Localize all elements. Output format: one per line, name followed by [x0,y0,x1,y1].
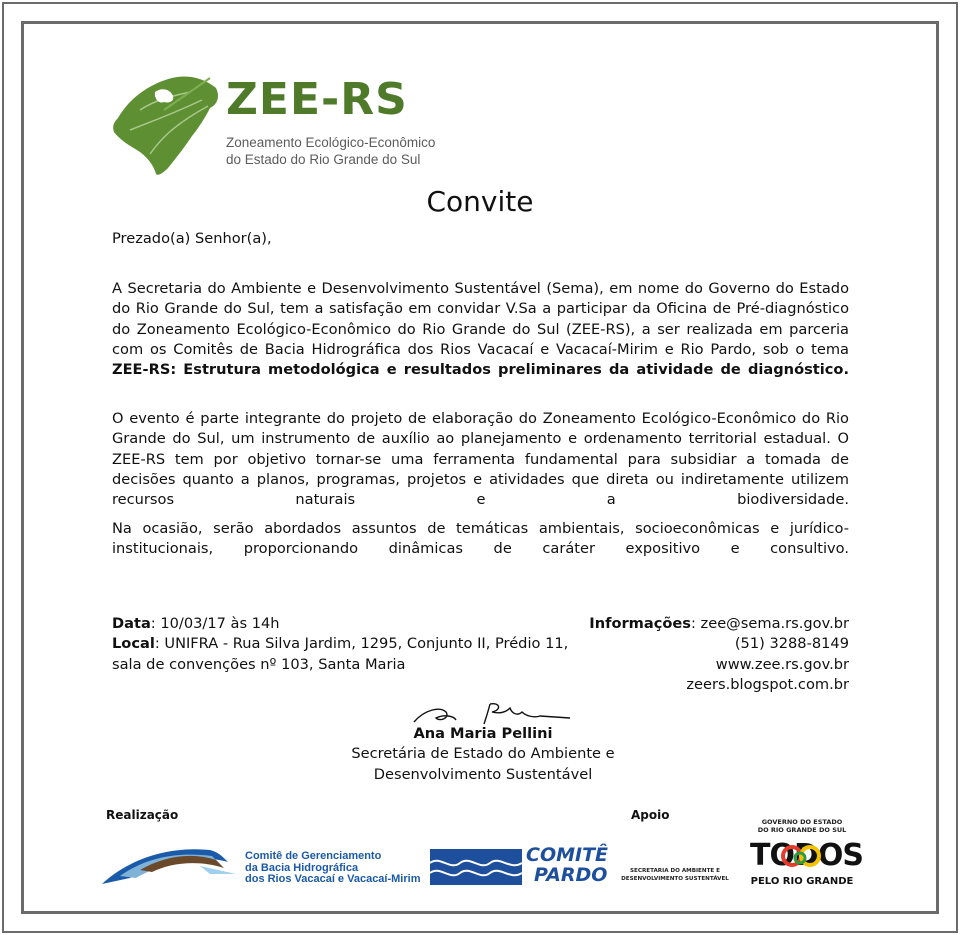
gov-line1: GOVERNO DO ESTADO [761,818,843,826]
pardo-word-comite: COMITÊ [526,844,609,866]
signatory-role-line2: Desenvolvimento Sustentável [373,765,593,783]
paragraph-topics: Na ocasião, serão abordados assuntos de temáticas ambientais, socioeconômicas e jurídico-institucionais, proporcionando dinâmicas de caráter expositivo e consultivo. [112,520,849,558]
zee-rs-logo [110,70,436,180]
signatory [0,724,960,785]
todos-logo [750,838,863,874]
logo-subtitle-line1: Zoneamento Ecológico-Econômico [226,135,436,150]
logo-subtitle-line2: do Estado do Rio Grande do Sul [226,152,421,167]
date-label: Data [112,615,151,632]
contact-phone: (51) 3288-8149 [734,635,849,653]
logo-title: ZEE-RS [226,74,408,125]
place-label: Local [112,635,155,653]
contact-details [549,614,849,695]
date-value: : 10/03/17 às 14h [150,615,280,632]
sema-line2: DESENVOLVIMENTO SUSTENTÁVEL [621,875,729,882]
contact-email: : zee@sema.rs.gov.br [691,615,849,632]
place-line2: sala de convenções nº 103, Santa Maria [112,655,406,673]
governo-text [748,818,856,834]
event-details [112,614,592,675]
greeting: Prezado(a) Senhor(a), [112,230,272,247]
place-value: : UNIFRA - Rua Silva Jardim, 1295, Conjunto II, Prédio 11, [154,635,569,653]
gov-line2: DO RIO GRANDE DO SUL [757,826,847,834]
comite-line1: Comitê de Gerenciamento [245,850,382,862]
signatory-role-line1: Secretária de Estado do Ambiente e [351,745,615,763]
comite-pardo-logo [430,845,610,887]
paragraph-invitation-theme: ZEE-RS: Estrutura metodológica e resultados preliminares da atividade de diagnóstico. [112,361,849,379]
comite-line2: da Bacia Hidrográfica [245,861,359,874]
paragraph-invitation [112,279,849,401]
realizacao-label: Realização [106,808,179,822]
paragraph-project: O evento é parte integrante do projeto de elaboração do Zoneamento Ecológico-Econômico do Rio Grande do Sul, um instrumento de auxílio ao planejamento e ordenamento territorial estadual. O ZEE-RS tem por objetivo tornar-se uma ferramenta fundamental para subsidiar a tomada de decisões quanto a planos, programas, projetos e atividades que direta ou indiretamente utilizem recursos naturais e a biodiversidade. [112,410,849,509]
contact-blog: zeers.blogspot.com.br [686,675,849,693]
todos-color-rings-icon [750,838,863,874]
comite-vacacai-text [245,851,420,886]
document-title: Convite [426,185,534,218]
pardo-waves-icon [430,849,522,885]
apoio-label: Apoio [631,808,670,822]
contact-site: www.zee.rs.gov.br [715,655,849,673]
contact-label: Informações [589,615,691,632]
paragraph-invitation-text: A Secretaria do Ambiente e Desenvolvimento Sustentável (Sema), em nome do Governo do Estado do Rio Grande do Sul, tem a satisfação em convidar V.Sa a participar da Oficina de Pré-diagnóstico do Zoneamento Ecológico-Econômico do Rio Grande do Sul (ZEE-RS), a ser realizada em parceria com os Comitês de Bacia Hidrográfica dos Rios Vacacaí e Vacacaí-Mirim e Rio Pardo, sob o tema [112,280,849,358]
leaf-map-icon [110,70,225,178]
signatory-name: Ana Maria Pellini [413,725,553,742]
comite-vacacai-logo-icon [100,840,240,888]
todos-word: TODOS [750,838,863,873]
pardo-word-pardo: PARDO [534,864,608,886]
todos-subtitle: PELO RIO GRANDE [750,876,854,887]
sema-line1: SECRETARIA DO AMBIENTE E [630,868,720,874]
sema-logo-text [612,868,738,883]
comite-line3: dos Rios Vacacaí e Vacacaí-Mirim [245,873,421,885]
